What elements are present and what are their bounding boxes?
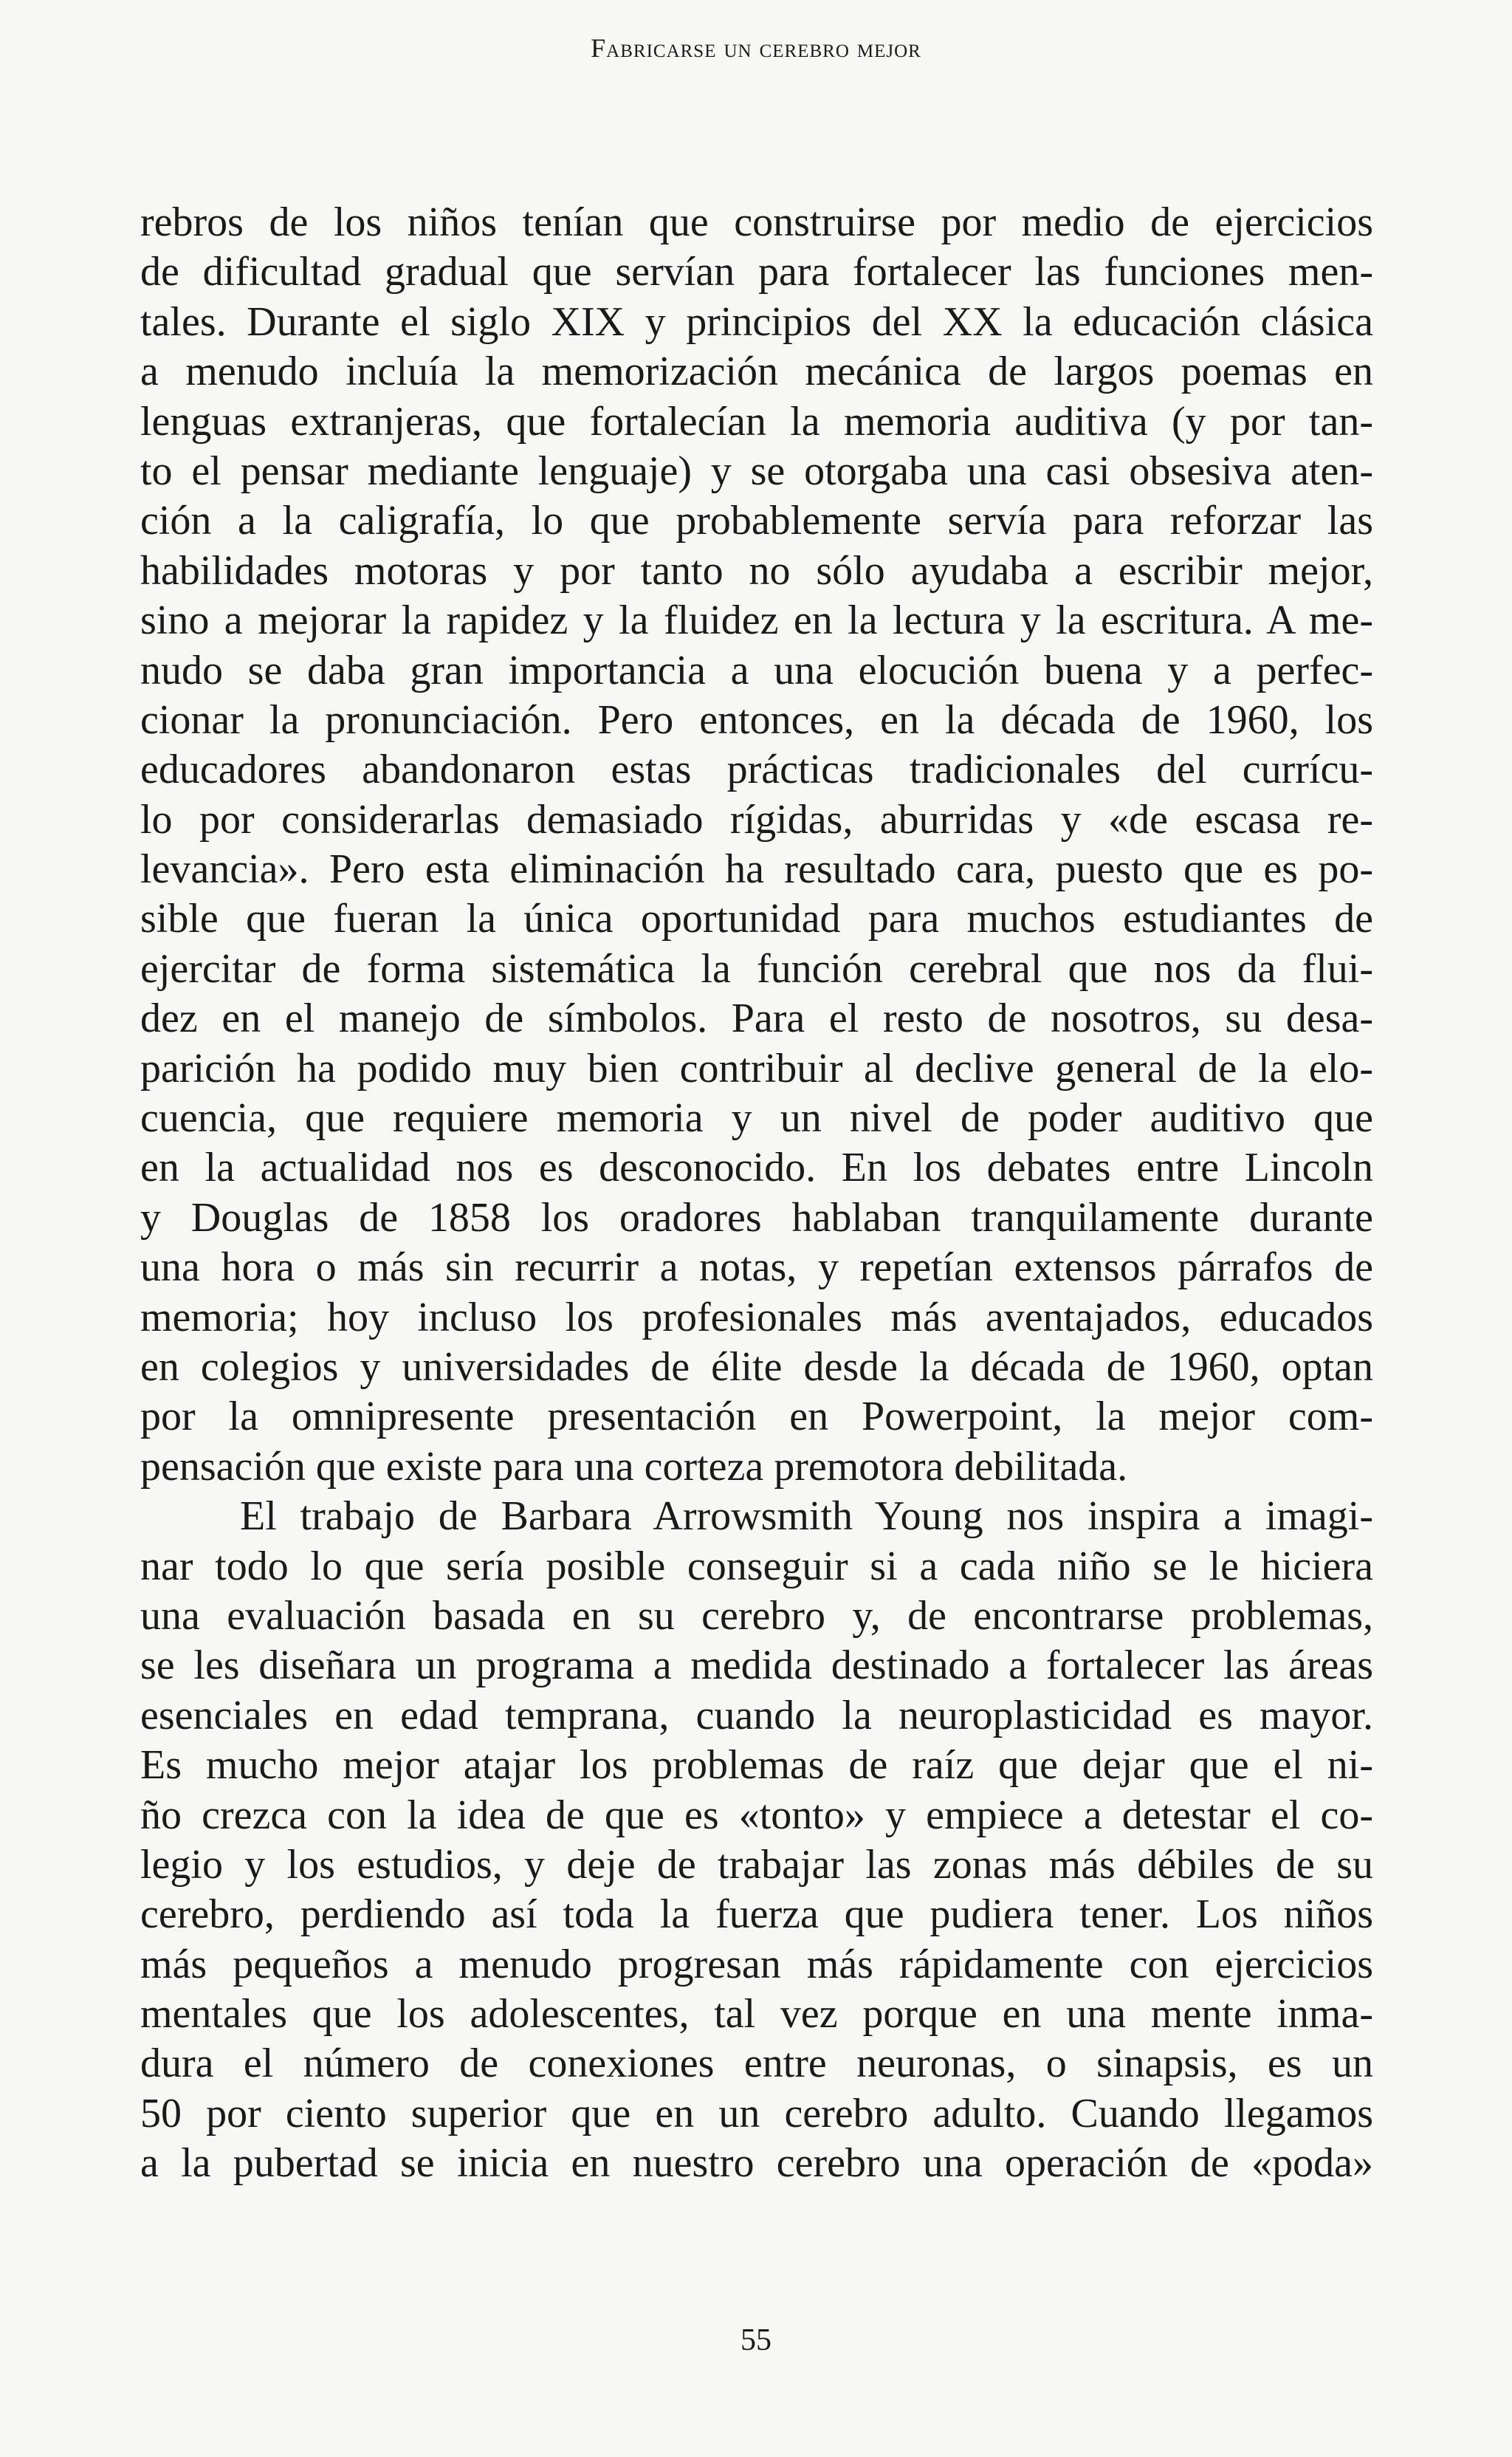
text-line: rebros de los niños tenían que construirse por medio de ejercicios — [140, 199, 1373, 245]
text-line: por la omnipresente presentación en Powerpoint, la mejor com- — [140, 1394, 1373, 1440]
text-line: to el pensar mediante lenguaje) y se otorgaba una casi obsesiva aten- — [140, 448, 1373, 494]
text-line: 50 por ciento superior que en un cerebro adulto. Cuando llegamos — [140, 2090, 1373, 2136]
text-line: cerebro, perdiendo así toda la fuerza que pudiera tener. Los niños — [140, 1891, 1373, 1938]
text-line: ejercitar de forma sistemática la función cerebral que nos da flui- — [140, 945, 1373, 992]
text-line: en colegios y universidades de élite desde la década de 1960, optan — [140, 1343, 1373, 1390]
text-line: esenciales en edad temprana, cuando la neuroplasticidad es mayor. — [140, 1692, 1373, 1738]
text-line: ción a la caligrafía, lo que probablemente servía para reforzar las — [140, 498, 1373, 544]
body-text — [140, 198, 1373, 2189]
text-line: a la pubertad se inicia en nuestro cerebro una operación de «poda» — [140, 2140, 1373, 2187]
text-line: nar todo lo que sería posible conseguir si a cada niño se le hiciera — [140, 1543, 1373, 1589]
text-line: una evaluación basada en su cerebro y, de encontrarse problemas, — [140, 1592, 1373, 1639]
text-line: se les diseñara un programa a medida destinado a fortalecer las áreas — [140, 1642, 1373, 1689]
text-line: sino a mejorar la rapidez y la fluidez en la lectura y la escritura. A me- — [140, 597, 1373, 644]
text-line: Es mucho mejor atajar los problemas de raíz que dejar que el ni- — [140, 1742, 1373, 1789]
text-line: sible que fueran la única oportunidad para muchos estudiantes de — [140, 896, 1373, 942]
text-line: una hora o más sin recurrir a notas, y repetían extensos párrafos de — [140, 1244, 1373, 1291]
text-line: levancia». Pero esta eliminación ha resultado cara, puesto que es po- — [140, 846, 1373, 893]
text-line: cionar la pronunciación. Pero entonces, en la década de 1960, los — [140, 696, 1373, 743]
text-line: a menudo incluía la memorización mecánica de largos poemas en — [140, 349, 1373, 395]
running-head: Fabricarse un cerebro mejor — [591, 33, 921, 63]
paragraph-end-line: pensación que existe para una corteza premotora debilitada. — [140, 1443, 1128, 1490]
text-line: dura el número de conexiones entre neuronas, o sinapsis, es un — [140, 2040, 1373, 2087]
text-line: memoria; hoy incluso los profesionales más aventajados, educados — [140, 1294, 1373, 1340]
text-line: dez en el manejo de símbolos. Para el resto de nosotros, su desa- — [140, 996, 1373, 1042]
text-line: tales. Durante el siglo XIX y principios del XX la educación clásica — [140, 298, 1373, 345]
text-line: mentales que los adolescentes, tal vez porque en una mente inma- — [140, 1991, 1373, 2038]
text-line: legio y los estudios, y deje de trabajar las zonas más débiles de su — [140, 1841, 1373, 1888]
text-line: lo por considerarlas demasiado rígidas, aburridas y «de escasa re- — [140, 796, 1373, 843]
text-line: lenguas extranjeras, que fortalecían la memoria auditiva (y por tan- — [140, 398, 1373, 445]
text-line: en la actualidad nos es desconocido. En los debates entre Lincoln — [140, 1145, 1373, 1191]
page-number: 55 — [740, 2323, 772, 2357]
text-line: parición ha podido muy bien contribuir al declive general de la elo- — [140, 1045, 1373, 1092]
text-line: más pequeños a menudo progresan más rápidamente con ejercicios — [140, 1941, 1373, 1987]
text-line: de dificultad gradual que servían para fortalecer las funciones men- — [140, 249, 1373, 295]
text-line: y Douglas de 1858 los oradores hablaban tranquilamente durante — [140, 1194, 1373, 1241]
text-line: ño crezca con la idea de que es «tonto» y empiece a detestar el co- — [140, 1792, 1373, 1838]
text-line: nudo se daba gran importancia a una elocución buena y a perfec- — [140, 647, 1373, 693]
text-line: habilidades motoras y por tanto no sólo ayudaba a escribir mejor, — [140, 547, 1373, 594]
paragraph-start-line: El trabajo de Barbara Arrowsmith Young nos inspira a imagi- — [240, 1493, 1373, 1540]
text-line: cuencia, que requiere memoria y un nivel de poder auditivo que — [140, 1095, 1373, 1142]
text-line: educadores abandonaron estas prácticas tradicionales del currícu- — [140, 747, 1373, 793]
